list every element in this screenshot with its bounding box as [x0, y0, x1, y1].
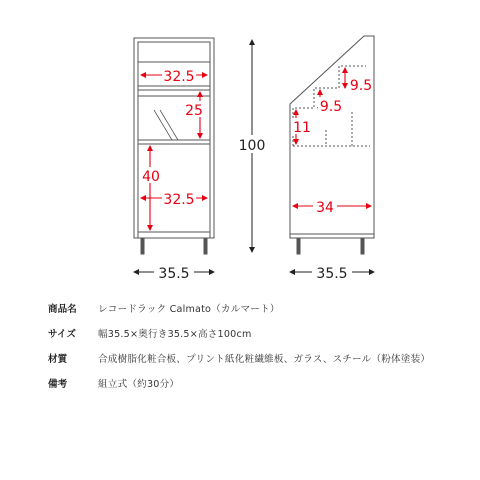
spec-row-product-name: [48, 302, 468, 317]
spec-label: 材質: [48, 354, 68, 365]
spec-value: 組立式（約30分）: [98, 379, 180, 390]
label-front-lower-width: 32.5: [163, 192, 195, 208]
spec-row-material: [48, 352, 468, 367]
side-leg-left: [297, 238, 300, 254]
side-leg-right: [361, 238, 364, 254]
spec-table: [48, 302, 468, 402]
label-front-width: 35.5: [158, 266, 190, 282]
spec-label: 備考: [48, 379, 68, 390]
spec-label: 商品名: [48, 304, 77, 315]
spec-value: 合成樹脂化粧合板、プリント紙化粧繊維板、ガラス、スチール（粉体塗装）: [98, 354, 431, 365]
spec-label: サイズ: [48, 329, 77, 340]
label-front-gap: 25: [185, 103, 203, 119]
label-side-step-bottom: 11: [293, 120, 311, 136]
label-total-height: 100: [238, 138, 266, 154]
label-side-depth: 35.5: [316, 266, 348, 282]
spec-value: レコードラック Calmato（カルマート）: [98, 304, 280, 315]
label-front-upper-width: 32.5: [163, 69, 195, 85]
label-side-step-mid: 9.5: [319, 99, 343, 115]
side-view: [290, 36, 374, 254]
front-leg-right: [204, 238, 207, 254]
front-leg-left: [141, 238, 144, 254]
label-front-lower-height: 40: [142, 169, 160, 185]
spec-row-size: [48, 327, 468, 342]
spec-row-notes: [48, 377, 468, 392]
spec-value: 幅35.5×奥行き35.5×高さ100cm: [98, 329, 252, 340]
label-side-inner-depth: 34: [316, 200, 334, 216]
label-side-step-top: 9.5: [349, 78, 373, 94]
